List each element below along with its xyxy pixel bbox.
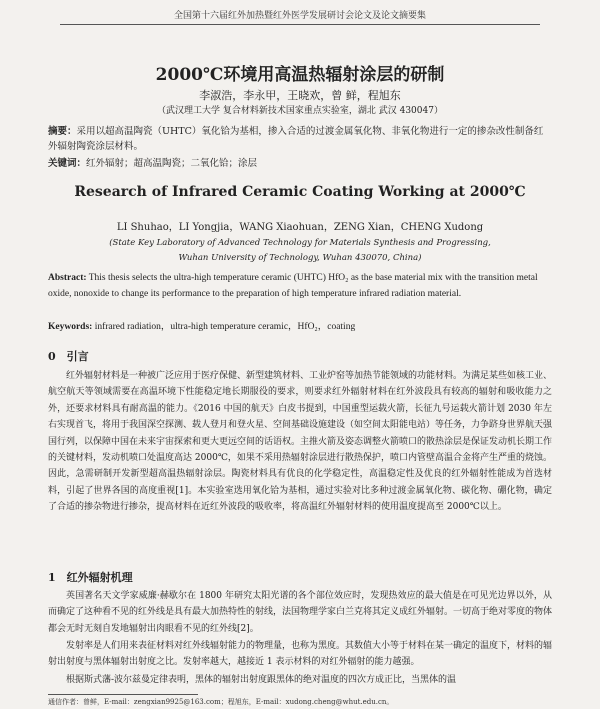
chinese-abstract-text: 采用以超高温陶瓷（UHTC）氧化铪为基相，掺入合适的过渡金属氧化物、非氧化物进行一定的掺杂改性制备红外辐射陶瓷涂层材料。 (48, 126, 544, 152)
footnote-rule (48, 694, 198, 695)
english-affiliation (0, 236, 600, 266)
chinese-abstract-label: 摘要： (48, 126, 77, 137)
corresponding-author-footnote: 通信作者：曾鲜，E-mail：zengxian9925@163.com；程旭东，E-mail：xudong.cheng@whut.edu.cn。 (48, 698, 394, 706)
mechanism-paragraph-2: 发射率是人们用来表征材料对红外线辐射能力的物理量，也称为黑度。其数值大小等于材料在某一确定的温度下，材料的辐射出射度与黑体辐射出射度之比。发射率越大，越接近 1 表示材料的对红外辐射的能力越强。 (48, 641, 553, 668)
english-keywords-label: Keywords: (48, 322, 93, 332)
chinese-title: 2000℃环境用高温热辐射涂层的研制 (155, 65, 445, 85)
chinese-authors: 李淑浩，李永甲，王晓欢，曾 鲜，程旭东 (199, 89, 401, 102)
english-keywords (48, 318, 552, 332)
chinese-affiliation: （武汉理工大学 复合材料新技术国家重点实验室，湖北 武汉 430047） (157, 106, 443, 116)
english-title: Research of Infrared Ceramic Coating Working at 2000℃ (74, 184, 526, 200)
section-heading-mechanism: 1 红外辐射机理 (48, 571, 133, 584)
english-authors: LI Shuhao，LI Yongjia，WANG Xiaohuan，ZENG Xian，CHENG Xudong (116, 222, 484, 233)
chinese-keywords-text: 红外辐射；超高温陶瓷；二氧化铪；涂层 (86, 158, 258, 169)
english-abstract-label: Abstract: (48, 273, 87, 283)
english-affiliation-line2: Wuhan University of Technology, Wuhan 430070, China) (178, 253, 422, 263)
english-abstract-text: This thesis selects the ultra-high temperature ceramic (UHTC) HfO₂ as the base material mix with the transition metal oxide, nonoxide to change its performance to the preparation of high temperature infrared radiation material. (48, 273, 538, 299)
running-header: 全国第十六届红外加热暨红外医学发展研讨会论文及论文摘要集 (60, 8, 540, 25)
english-abstract (48, 270, 552, 302)
english-affiliation-line1: (State Key Laboratory of Advanced Technology for Materials Synthesis and Progressing, (109, 238, 491, 248)
intro-paragraph: 红外辐射材料是一种被广泛应用于医疗保健、新型建筑材料、工业炉窑等加热节能领域的功能材料。为满足某些如核工业、航空航天等领域需要在高温环境下性能稳定地长期服役的要求，则要求红外辐射材料在红外波段具有较高的辐射和吸收能力之外，还要求材料具有耐高温的能力。《2016 中国的航天》白皮书提到，中国重型运载火箭，长征九号运载火箭计划 2030 年左右实现首飞，将用于我国深空探测、载人登月和登火星、空间基础设施建设（如空间太阳能电站）等任务，力争跻身世界航天强国行列，以保障中国在未来宇宙探索和更大更远空间的话语权。主推火箭及姿态调整火箭喷口的散热涂层是保证发动机长期工作的关键材料，发动机喷口处温度高达 2000℃，如果不采用热辐射涂层进行散热保护，喷口内管壁高温合金将产生严重的烧蚀。因此，急需研制开发新型超高温热辐射涂层。陶瓷材料具有优良的化学稳定性，高温稳定性及优良的红外辐射性能成为首选材料，引起了世界各国的高度重视[1]。本实验室选用氧化铪为基相，通过实验对比多种过渡金属氧化物、碳化物、硼化物，确定了合适的掺杂物进行掺杂，提高材料在近红外波段的吸收率，将高温红外辐射材料的使用温度提高至 2000℃以上。 (48, 371, 553, 513)
mechanism-paragraph-3: 根据斯式藩-波尔兹曼定律表明，黑体的辐射出射度跟黑体的绝对温度的四次方成正比，当黑体的温 (66, 675, 457, 685)
section-heading-introduction: 0 引言 (48, 350, 89, 363)
chinese-keywords-label: 关键词： (48, 158, 87, 169)
mechanism-paragraph-1: 英国著名天文学家威廉·赫歇尔在 1800 年研究太阳光谱的各个部位效应时，发现热效应的最大值是在可见光边界以外，从而确定了这种看不见的红外线是具有最大加热特性的射线，法国物理学家白兰克将其定义成红外辐射。一切高于绝对零度的物体都会无时无刻自发地辐射出肉眼看不见的红外线[2]。 (48, 591, 553, 634)
chinese-abstract (48, 124, 552, 154)
english-keywords-text: infrared radiation，ultra-high temperature ceramic，HfO₂，coating (94, 322, 356, 332)
chinese-keywords (48, 155, 552, 169)
